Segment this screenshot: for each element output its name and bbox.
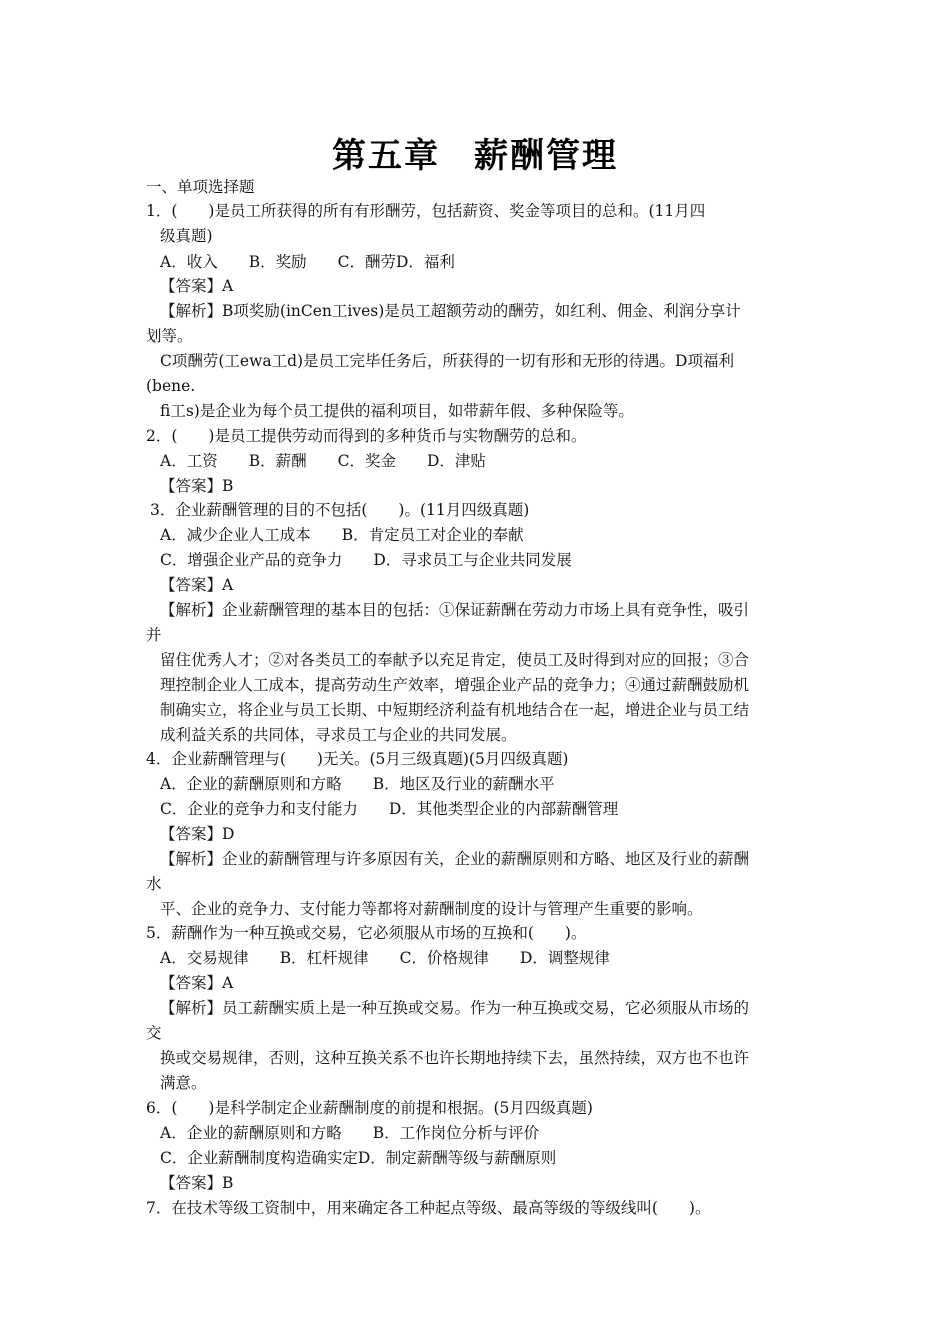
question-1-line-1: 1．( )是员工所获得的所有有形酬劳，包括薪资、奖金等项目的总和。(11月四 [146,202,706,220]
chapter-topic: 薪酬管理 [474,136,618,176]
question-5-analysis-line-1: 【解析】员工薪酬实质上是一种互换或交易。作为一种互换或交易，它必须服从市场的 [160,999,750,1017]
question-5-analysis-line-2: 交 [146,1024,162,1042]
question-1-analysis-line-1: 【解析】B项奖励(inCen工ives)是员工超额劳动的酬劳，如红利、佣金、利润分享计 [160,302,741,320]
question-4-analysis-line-1: 【解析】企业的薪酬管理与许多原因有关，企业的薪酬原则和方略、地区及行业的薪酬 [160,850,750,868]
question-4-analysis-line-3: 平、企业的竞争力、支付能力等都将对薪酬制度的设计与管理产生重要的影响。 [160,900,703,918]
question-2: 2．( )是员工提供劳动而得到的多种货币与实物酬劳的总和。 [146,427,587,445]
question-1-analysis-line-2: 划等。 [146,327,193,345]
question-5-options: A．交易规律 B．杠杆规律 C．价格规律 D．调整规律 [160,949,610,967]
question-6-answer: 【答案】B [160,1174,234,1192]
question-3-answer: 【答案】A [160,576,234,594]
chapter-label: 第五章 [332,136,440,176]
question-5-analysis-line-4: 满意。 [160,1074,207,1092]
question-3-options-cd: C．增强企业产品的竞争力 D．寻求员工与企业共同发展 [160,551,572,569]
section-heading: 一、单项选择题 [146,178,255,196]
page-title [0,128,950,177]
question-2-answer: 【答案】B [160,477,234,495]
question-3-analysis-line-6: 成利益关系的共同体，寻求员工与企业的共同发展。 [160,726,517,744]
question-3-options-ab: A．减少企业人工成本 B．肯定员工对企业的奉献 [160,526,524,544]
question-2-options: A．工资 B．薪酬 C．奖金 D．津贴 [160,452,486,470]
question-4-options-ab: A．企业的薪酬原则和方略 B．地区及行业的薪酬水平 [160,775,555,793]
question-6: 6．( )是科学制定企业薪酬制度的前提和根据。(5月四级真题) [146,1099,593,1117]
question-3-analysis-line-1: 【解析】企业薪酬管理的基本目的包括：①保证薪酬在劳动力市场上具有竞争性，吸引 [160,601,750,619]
question-4-answer: 【答案】D [160,825,235,843]
question-4: 4．企业薪酬管理与( )无关。(5月三级真题)(5月四级真题) [146,750,569,768]
question-1-analysis-line-4: (bene. [146,377,196,395]
question-1-analysis-line-5: fi工s)是企业为每个员工提供的福利项目，如带薪年假、多种保险等。 [160,402,634,420]
question-7: 7．在技术等级工资制中，用来确定各工种起点等级、最高等级的等级线叫( )。 [146,1199,711,1217]
question-3: 3．企业薪酬管理的目的不包括( )。(11月四级真题) [150,501,530,519]
question-5-answer: 【答案】A [160,974,234,992]
question-3-analysis-line-4: 理控制企业人工成本，提高劳动生产效率，增强企业产品的竞争力；④通过薪酬鼓励机 [160,676,750,694]
question-1-answer: 【答案】A [160,277,234,295]
question-5: 5．薪酬作为一种互换或交易，它必须服从市场的互换和( )。 [146,924,587,942]
question-4-analysis-line-2: 水 [146,875,162,893]
question-6-options-cd: C．企业薪酬制度构造确实定D．制定薪酬等级与薪酬原则 [160,1149,557,1167]
question-5-analysis-line-3: 换或交易规律，否则，这种互换关系不也许长期地持续下去，虽然持续，双方也不也许 [160,1049,750,1067]
question-4-options-cd: C．企业的竞争力和支付能力 D．其他类型企业的内部薪酬管理 [160,800,619,818]
question-1-analysis-line-3: C项酬劳(工ewa工d)是员工完毕任务后，所获得的一切有形和无形的待遇。D项福利 [160,352,734,370]
question-6-options-ab: A．企业的薪酬原则和方略 B．工作岗位分析与评价 [160,1124,540,1142]
question-1-line-2: 级真题) [160,227,213,245]
question-3-analysis-line-5: 制确实立，将企业与员工长期、中短期经济利益有机地结合在一起，增进企业与员工结 [160,701,750,719]
question-1-options: A．收入 B．奖励 C．酬劳D．福利 [160,253,455,271]
question-3-analysis-line-3: 留住优秀人才；②对各类员工的奉献予以充足肯定，使员工及时得到对应的回报；③合 [160,651,750,669]
question-3-analysis-line-2: 并 [146,626,162,644]
